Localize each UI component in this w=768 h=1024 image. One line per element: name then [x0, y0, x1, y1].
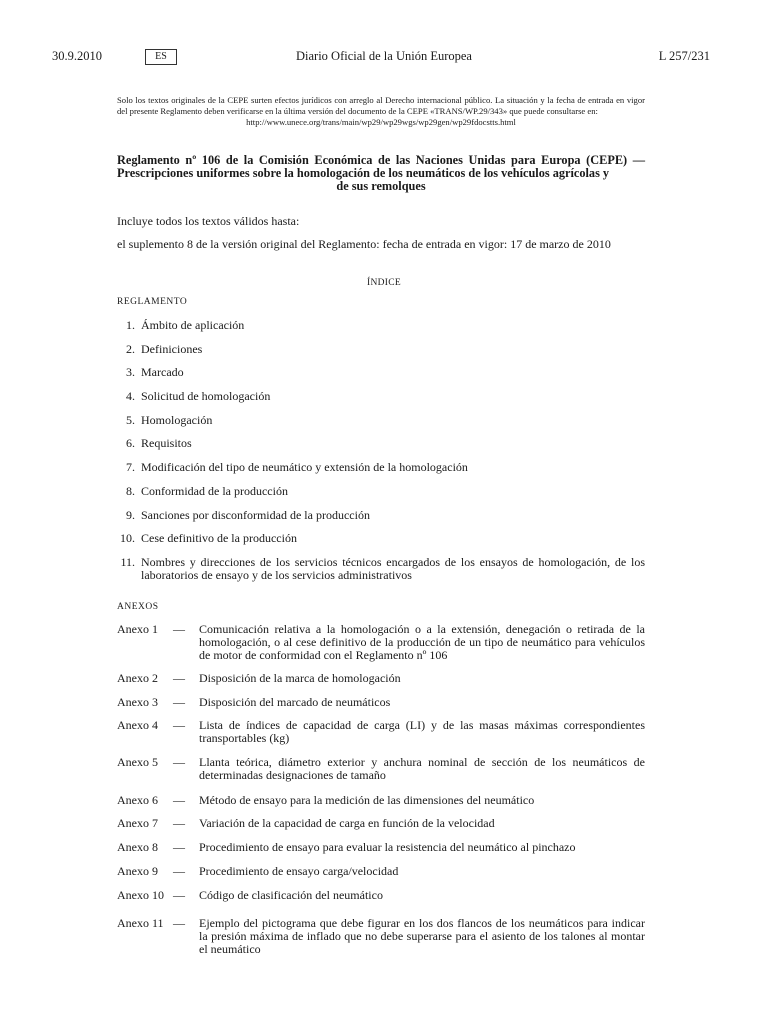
legal-notice — [117, 95, 645, 128]
title-main: Reglamento nº 106 de la Comisión Económica de las Naciones Unidas para Europa (CEPE) — Prescripciones uniformes sobre la homologación de los neumáticos de los vehículos agrícolas y — [117, 153, 645, 180]
journal-title: Diario Oficial de la Unión Europea — [296, 49, 472, 63]
page-header — [0, 49, 768, 69]
includes-line: Incluye todos los textos válidos hasta: — [117, 214, 300, 228]
index-heading: ÍNDICE — [367, 278, 401, 288]
language-badge: ES — [145, 49, 177, 65]
header-date: 30.9.2010 — [52, 49, 102, 63]
notice-text: Solo los textos originales de la CEPE surten efectos jurídicos con arreglo al Derecho internacional público. La situación y la fecha de entrada en vigor del presente Reglamento deben verificarse en la última versión del documento de la CEPE «TRANS/WP.29/343» que puede consultarse en: — [117, 95, 645, 116]
notice-url[interactable]: http://www.unece.org/trans/main/wp29/wp29wgs/wp29gen/wp29fdocstts.html — [246, 117, 516, 127]
title-last-line: de sus remolques — [336, 179, 426, 193]
document-title — [117, 154, 645, 193]
regulation-heading: REGLAMENTO — [117, 297, 188, 307]
page-reference: L 257/231 — [658, 49, 710, 63]
supplement-line: el suplemento 8 de la versión original del Reglamento: fecha de entrada en vigor: 17 de marzo de 2010 — [117, 237, 611, 251]
annex-heading: ANEXOS — [117, 602, 159, 612]
